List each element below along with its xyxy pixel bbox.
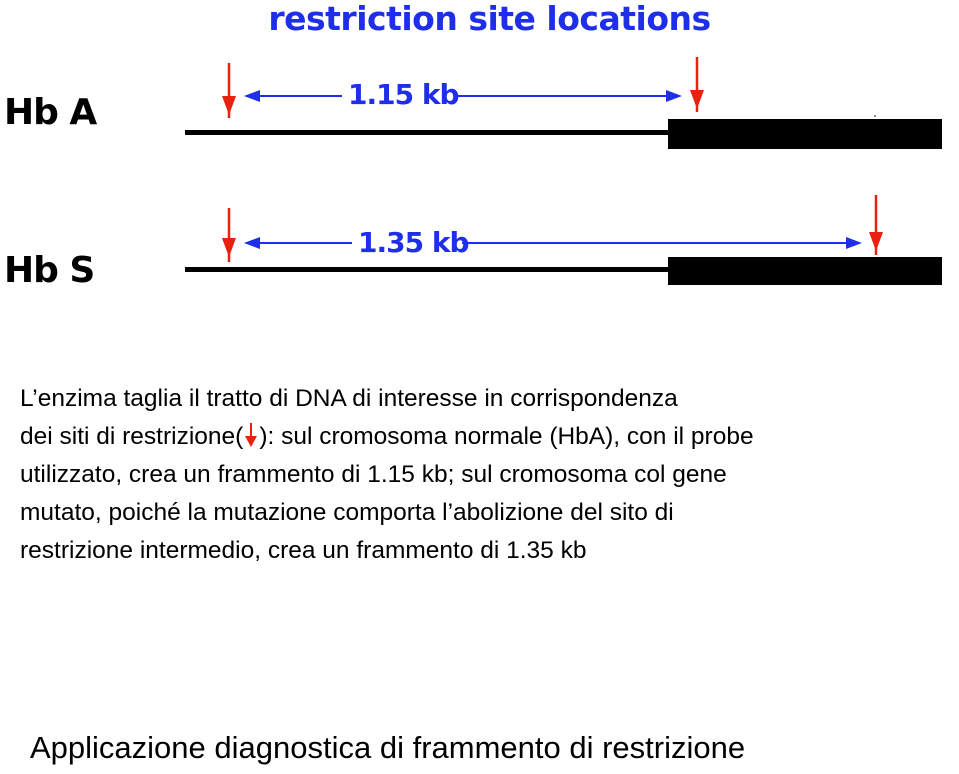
hba-cut-arrow-left-icon [222,63,236,118]
paragraph-line-3: utilizzato, crea un frammento di 1.15 kb; sul cromosoma col gene [20,461,727,488]
hbs-dna-line [185,267,675,272]
hba-cut-arrow-right-icon [690,57,704,112]
hbs-distance-label: 1.35 kb [358,226,469,259]
restriction-cut-arrow-icon [244,422,258,448]
paragraph-line-5: restrizione intermedio, crea un frammento di 1.35 kb [20,537,587,564]
hbs-cut-arrow-right-icon [869,195,883,255]
hba-label: Hb A [4,92,97,133]
hba-distance-arrow-icon [244,90,682,102]
paragraph-line-4: mutato, poiché la mutazione comporta l’abolizione del sito di [20,499,674,526]
hbs-label: Hb S [4,250,95,291]
paragraph-line-2-post: ): sul cromosoma normale (HbA), con il probe [259,423,754,450]
paragraph-line-1: L’enzima taglia il tratto di DNA di interesse in corrispondenza [20,385,678,412]
paragraph-line-2-pre: dei siti di restrizione( [20,423,244,450]
explanation-paragraph [20,380,950,570]
diagram-title: restriction site locations [268,0,711,38]
hbs-probe-region [668,257,942,285]
restriction-map [0,0,959,320]
hba-distance-label: 1.15 kb [348,78,459,111]
hba-dna-line [185,130,675,135]
hbs-cut-arrow-left-icon [222,208,236,262]
hbs-distance-arrow-icon [244,237,862,249]
footer-title: Applicazione diagnostica di frammento di restrizione [30,730,746,765]
hba-probe-region [668,119,942,149]
paragraph-line-2 [20,418,950,456]
